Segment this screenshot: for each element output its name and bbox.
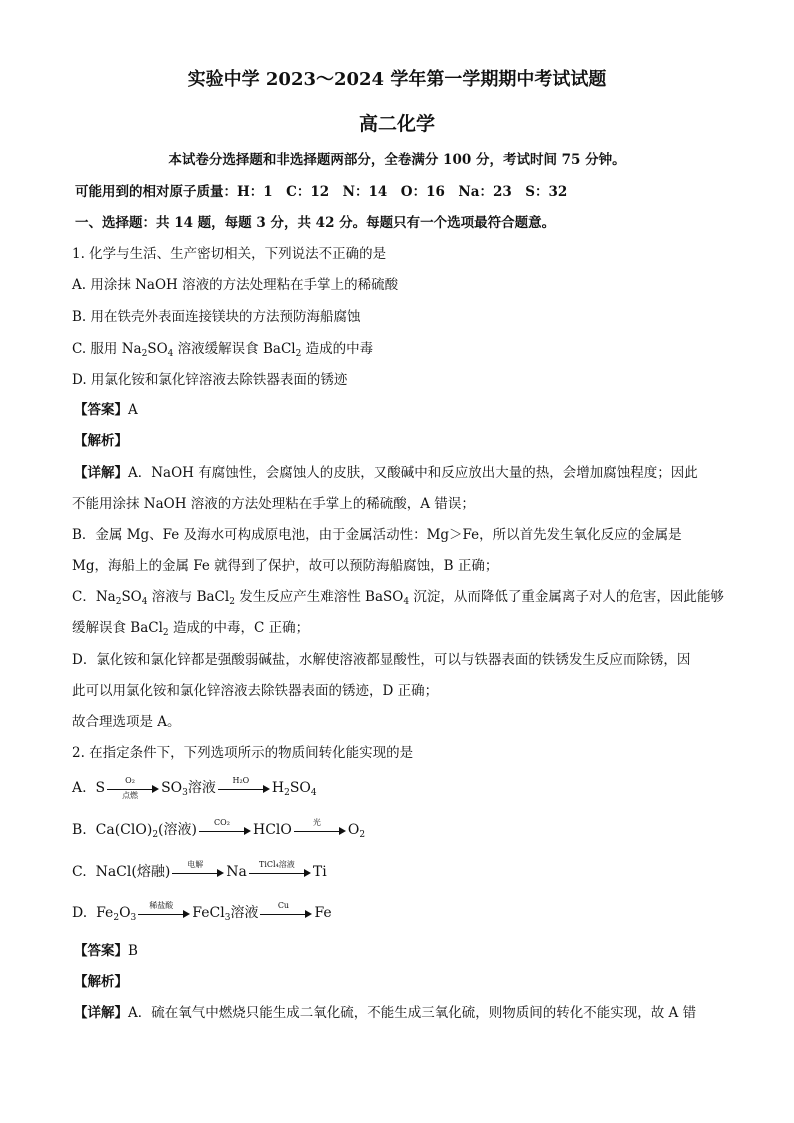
q1-detail-line-5: C．$Na_2SO_4$ 溶液与 BaCl$_2$ 发生反应产生难溶性 BaSO$_4$ 沉淀，从而降低了重金属离子对人的危害，因此能够 xyxy=(72,589,724,607)
exam-instructions: 本试卷分选择题和非选择题两部分，全卷满分 100 分，考试时间 75 分钟。 xyxy=(168,152,626,168)
q2-option-b: B. $Ca(ClO)_2$(溶液) CO₂ HClO 光 $O_2$ xyxy=(72,818,366,840)
q1-option-a: A. 用涂抹 NaOH 溶液的方法处理粘在手掌上的稀硫酸 xyxy=(72,277,399,293)
q1-detail-line-1: 【详解】A．NaOH 有腐蚀性，会腐蚀人的皮肤，又酸碱中和反应放出大量的热，会增加腐蚀程度；因此 xyxy=(74,465,698,481)
reaction-arrow: H₂O xyxy=(218,778,270,798)
reaction-arrow: CO₂ xyxy=(199,820,251,840)
section-heading: 一、选择题：共 14 题，每题 3 分，共 42 分。每题只有一个选项最符合题意。 xyxy=(75,215,556,231)
q1-detail-line-9: 故合理选项是 A。 xyxy=(72,714,181,730)
q2-analysis-label: 【解析】 xyxy=(74,974,128,990)
q1-option-d: D. 用氯化铵和氯化锌溶液去除铁器表面的锈迹 xyxy=(72,372,348,388)
q2-answer xyxy=(74,941,138,961)
q1-option-b: B. 用在铁壳外表面连接镁块的方法预防海船腐蚀 xyxy=(72,309,361,325)
q2-stem: 2. 在指定条件下，下列选项所示的物质间转化能实现的是 xyxy=(72,745,414,761)
answer-value: B xyxy=(128,943,138,959)
reaction-arrow: TiCl₄溶液 xyxy=(249,862,311,882)
reaction-arrow: Cu xyxy=(260,903,312,923)
q2-option-a: A. S O₂ 点燃 $SO_3$溶液 H₂O $H_2SO_4$ xyxy=(72,776,317,800)
q2-option-c: C. NaCl(熔融) 电解 Na TiCl₄溶液 Ti xyxy=(72,860,327,880)
exam-title: 实验中学 2023～2024 学年第一学期期中考试试题 xyxy=(187,69,607,90)
answer-value: A xyxy=(128,402,138,418)
q1-answer xyxy=(74,400,138,420)
answer-label: 【答案】 xyxy=(74,402,128,418)
q2-option-d: D. $Fe_2O_3$ 稀盐酸 FeCl$_3$溶液 Cu Fe xyxy=(72,901,332,923)
q1-option-c: C. 服用 $Na_2SO_4$ 溶液缓解误食 BaCl$_2$ 造成的中毒 xyxy=(72,341,374,359)
atomic-masses: 可能用到的相对原子质量：H：1 C：12 N：14 O：16 Na：23 S：32 xyxy=(75,184,568,200)
q1-analysis-label: 【解析】 xyxy=(74,433,128,449)
answer-label: 【答案】 xyxy=(74,943,128,959)
q1-detail-line-8: 此可以用氯化铵和氯化锌溶液去除铁器表面的锈迹，D 正确； xyxy=(72,683,439,699)
subject-title: 高二化学 xyxy=(358,113,435,135)
reaction-arrow: O₂ 点燃 xyxy=(107,778,159,798)
q1-detail-line-2: 不能用涂抹 NaOH 溶液的方法处理粘在手掌上的稀硫酸，A 错误； xyxy=(72,496,475,512)
reaction-arrow: 稀盐酸 xyxy=(138,903,190,923)
q1-detail-line-7: D．氯化铵和氯化锌都是强酸弱碱盐，水解使溶液都显酸性，可以与铁器表面的铁锈发生反应而除锈，因 xyxy=(72,652,691,668)
reaction-arrow: 电解 xyxy=(172,862,224,882)
q1-detail-line-6: 缓解误食 BaCl$_2$ 造成的中毒，C 正确； xyxy=(72,620,310,638)
q1-detail-line-4: Mg，海船上的金属 Fe 就得到了保护，故可以预防海船腐蚀，B 正确； xyxy=(72,558,499,574)
reaction-arrow: 光 xyxy=(294,820,346,840)
q1-stem: 1. 化学与生活、生产密切相关，下列说法不正确的是 xyxy=(72,246,387,262)
q1-detail-line-3: B．金属 Mg、Fe 及海水可构成原电池，由于金属活动性：Mg＞Fe，所以首先发生氧化反应的金属是 xyxy=(72,527,682,543)
q2-detail-line-1: 【详解】A．硫在氧气中燃烧只能生成二氧化硫，不能生成三氧化硫，则物质间的转化不能实现，故 A 错 xyxy=(74,1005,697,1021)
